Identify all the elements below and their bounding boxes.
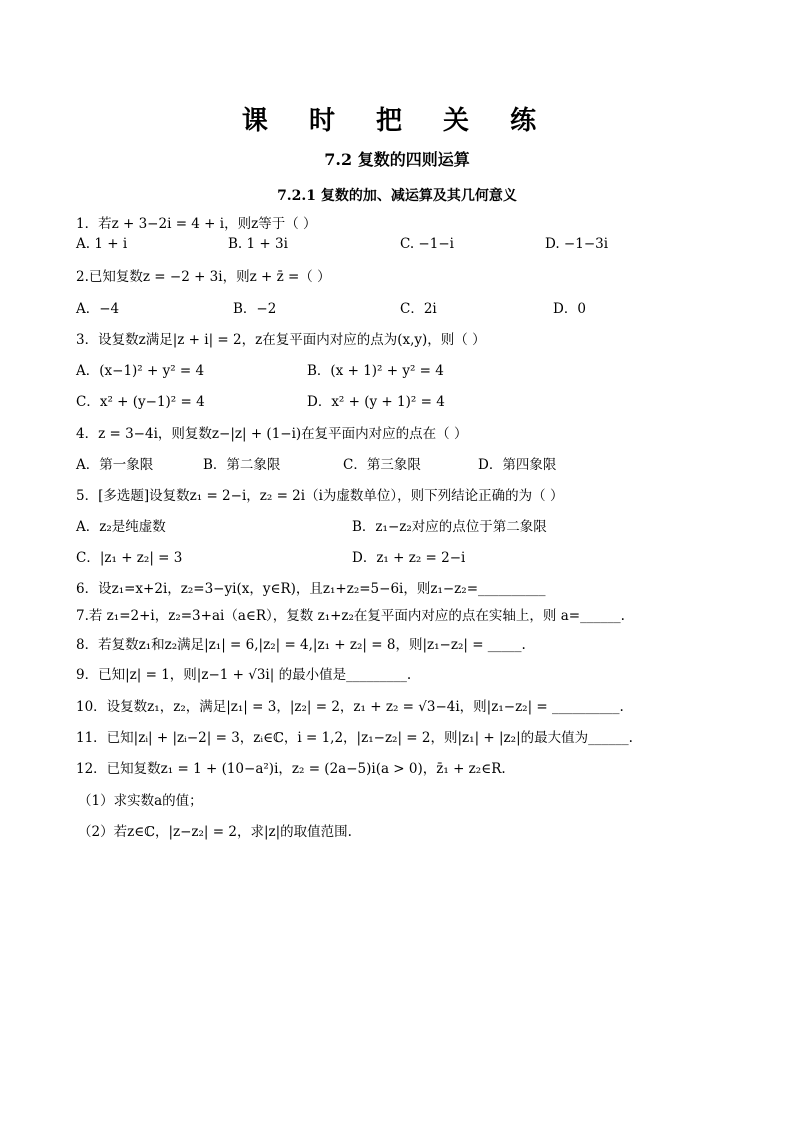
question-5-stem: 5．[多选题]设复数z₁ = 2−i，z₂ = 2i（i为虚数单位），则下列结论正确的为（ ）	[76, 488, 564, 504]
question-5-option-b: B．z₁−z₂对应的点位于第二象限	[352, 519, 547, 535]
question-1-option-b: B. 1 + 3i	[228, 236, 288, 252]
subsection-heading: 7.2.1 复数的加、减运算及其几何意义	[277, 188, 517, 204]
question-2-option-c: C．2i	[400, 301, 437, 317]
question-3-stem: 3．设复数z满足|z + i| = 2，z在复平面内对应的点为(x,y)，则（ ）	[76, 332, 486, 348]
question-9-stem: 9．已知|z| = 1，则|z−1 + √3i| 的最小值是_________.	[76, 667, 412, 683]
question-8-stem: 8．若复数z₁和z₂满足|z₁| = 6,|z₂| = 4,|z₁ + z₂| = 8，则|z₁−z₂| = _____.	[76, 637, 526, 653]
question-3-option-a: A．(x−1)² + y² = 4	[76, 363, 205, 379]
page-title: 课 时 把 关 练	[241, 106, 553, 136]
question-4-option-c: C．第三象限	[343, 457, 421, 473]
question-4-option-a: A．第一象限	[76, 457, 154, 473]
question-1-stem: 1．若z + 3−2i = 4 + i，则z等于（ ）	[76, 216, 317, 232]
question-2-option-a: A．−4	[76, 301, 120, 317]
question-12-part-2: （2）若z∈ℂ，|z−z₂| = 2，求|z|的取值范围.	[78, 824, 352, 840]
question-1-option-a: A. 1 + i	[76, 236, 128, 252]
question-4-stem: 4．z = 3−4i，则复数z−|z| + (1−i)在复平面内对应的点在（ ）	[76, 426, 468, 442]
question-6-stem: 6．设z₁=x+2i，z₂=3−yi(x，y∈R)，且z₁+z₂=5−6i，则z₁−z₂=__________	[76, 581, 546, 597]
question-2-option-d: D．0	[553, 301, 586, 317]
question-4-option-d: D．第四象限	[478, 457, 557, 473]
question-1-option-c: C. −1−i	[400, 236, 454, 252]
question-11-stem: 11．已知|zᵢ| + |zᵢ−2| = 3，zᵢ∈ℂ，i = 1,2，|z₁−z₂| = 2，则|z₁| + |z₂|的最大值为______.	[76, 730, 633, 746]
question-5-option-a: A．z₂是纯虚数	[76, 519, 166, 535]
question-3-option-b: B．(x + 1)² + y² = 4	[307, 363, 444, 379]
question-7-stem: 7.若 z₁=2+i，z₂=3+ai（a∈R），复数 z₁+z₂在复平面内对应的点在实轴上，则 a=______.	[76, 608, 625, 624]
question-1-option-d: D. −1−3i	[545, 236, 609, 252]
question-12-stem: 12．已知复数z₁ = 1 + (10−a²)i，z₂ = (2a−5)i(a > 0)，z̄₁ + z₂∈R.	[76, 761, 506, 777]
question-5-option-c: C．|z₁ + z₂| = 3	[76, 550, 183, 566]
section-heading: 7.2 复数的四则运算	[324, 150, 470, 169]
question-2-stem: 2.已知复数z = −2 + 3i，则z + z̄ =（ ）	[76, 269, 331, 285]
question-5-option-d: D．z₁ + z₂ = 2−i	[352, 550, 466, 566]
question-2-option-b: B．−2	[233, 301, 277, 317]
question-4-option-b: B．第二象限	[203, 457, 281, 473]
question-3-option-d: D．x² + (y + 1)² = 4	[307, 394, 445, 410]
question-12-part-1: （1）求实数a的值；	[78, 793, 203, 809]
question-3-option-c: C．x² + (y−1)² = 4	[76, 394, 205, 410]
question-10-stem: 10．设复数z₁，z₂，满足|z₁| = 3，|z₂| = 2，z₁ + z₂ = √3−4i，则|z₁−z₂| = __________.	[76, 699, 624, 715]
